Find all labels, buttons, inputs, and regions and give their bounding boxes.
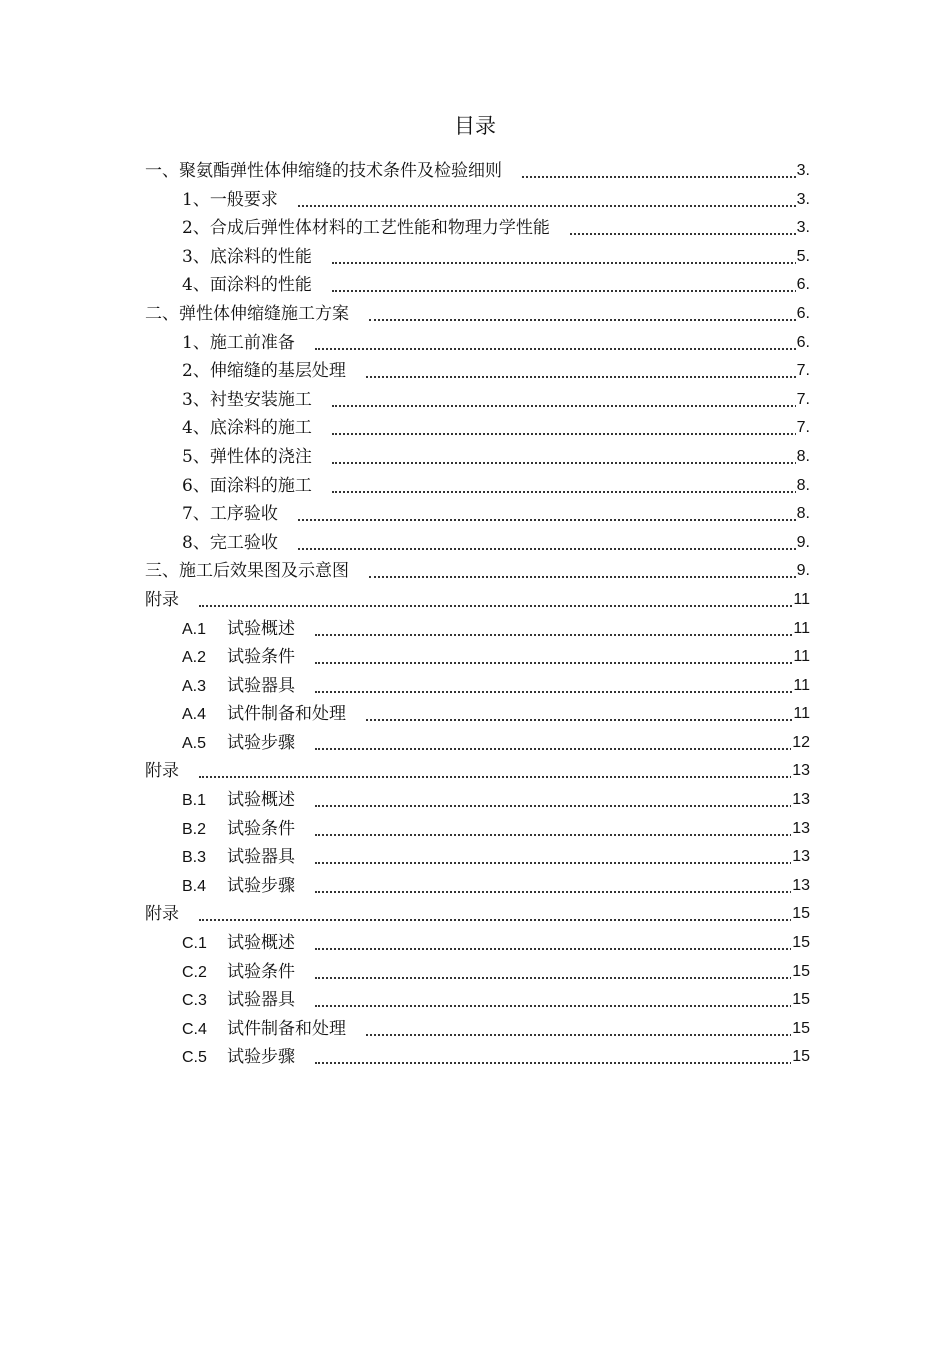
toc-dot-leader: [315, 348, 808, 350]
toc-entry[interactable]: [0, 1043, 950, 1072]
toc-dot-leader: [315, 805, 808, 807]
toc-page-number: 15: [791, 958, 810, 986]
toc-dot-leader: [332, 262, 808, 264]
toc-dot-leader: [315, 891, 808, 893]
toc-entry-label: 7、工序验收: [182, 504, 278, 525]
toc-entry-label: 试验器具: [227, 847, 295, 868]
toc-entry[interactable]: [0, 329, 950, 358]
toc-entry[interactable]: [0, 900, 950, 929]
toc-page-number: 5.: [796, 243, 810, 271]
toc-entry-code: B.3: [182, 849, 207, 867]
toc-page-number: 15: [791, 1015, 810, 1043]
toc-entry-label: 试验步骤: [227, 1047, 295, 1068]
toc-dot-leader: [199, 605, 808, 607]
toc-entry-text: [145, 900, 183, 928]
toc-page-number: 3.: [796, 214, 810, 242]
toc-entry[interactable]: [0, 586, 950, 615]
toc-page-number: 9.: [796, 529, 810, 557]
toc-entry-label: 试验概述: [227, 618, 295, 639]
toc-dot-leader: [315, 1062, 808, 1064]
toc-entry-code: C.2: [182, 963, 207, 981]
toc-title: 目录: [454, 114, 496, 138]
toc-entry-text: [145, 757, 183, 785]
toc-dot-leader: [315, 748, 808, 750]
toc-entry-label: 1、施工前准备: [182, 332, 295, 353]
toc-entry-label: 试验概述: [227, 933, 295, 954]
toc-entry-text: [145, 300, 353, 328]
toc-entry-text: [182, 615, 299, 644]
toc-entry-text: [182, 815, 299, 844]
toc-entry[interactable]: [0, 958, 950, 987]
toc-dot-leader: [298, 548, 808, 550]
toc-entry-text: [182, 1043, 299, 1072]
toc-page-number: 8.: [796, 500, 810, 528]
toc-entry-text: [182, 958, 299, 987]
toc-entry-label: 附录: [145, 761, 179, 782]
toc-entry[interactable]: [0, 815, 950, 844]
toc-dot-leader: [315, 1005, 808, 1007]
toc-entry-text: [145, 557, 353, 585]
toc-entry-label: 2、伸缩缝的基层处理: [182, 361, 346, 382]
toc-page-number: 3.: [796, 157, 810, 185]
toc-dot-leader: [315, 691, 808, 693]
toc-page-number: 13: [791, 872, 810, 900]
toc-page-number: 13: [791, 786, 810, 814]
toc-page-number: 11: [792, 643, 810, 671]
toc-entry-code: B.1: [182, 792, 207, 810]
toc-page-number: 15: [791, 900, 810, 928]
toc-entry-text: [182, 214, 554, 242]
toc-dot-leader: [315, 948, 808, 950]
toc-entry-label: 附录: [145, 589, 179, 610]
toc-entry-label: 试验概述: [227, 790, 295, 811]
toc-entry-label: 试件制备和处理: [227, 704, 346, 725]
toc-entry-label: 1、一般要求: [182, 189, 278, 210]
toc-entry-label: 试验条件: [227, 961, 295, 982]
toc-entry[interactable]: [0, 186, 950, 215]
toc-page-number: 11: [792, 672, 810, 700]
toc-entry[interactable]: [0, 157, 950, 186]
toc-entry[interactable]: [0, 872, 950, 901]
toc-entry-label: 3、衬垫安装施工: [182, 389, 312, 410]
toc-page-number: 11: [792, 586, 810, 614]
toc-entry-text: [182, 529, 282, 557]
toc-entry-text: [182, 357, 350, 385]
toc-entry[interactable]: [0, 557, 950, 586]
toc-entry-code: B.4: [182, 877, 207, 895]
toc-entry[interactable]: [0, 700, 950, 729]
toc-entry-code: A.4: [182, 706, 207, 724]
toc-entry-text: [182, 271, 316, 299]
toc-entry[interactable]: [0, 414, 950, 443]
toc-page-number: 3.: [796, 186, 810, 214]
toc-dot-leader: [332, 433, 808, 435]
toc-entry-label: 2、合成后弹性体材料的工艺性能和物理力学性能: [182, 218, 550, 239]
toc-entry-text: [182, 1015, 350, 1044]
toc-entry-label: 试验条件: [227, 647, 295, 668]
toc-dot-leader: [315, 634, 808, 636]
toc-entry-text: [182, 443, 316, 471]
toc-entry[interactable]: [0, 500, 950, 529]
toc-dot-leader: [298, 519, 808, 521]
toc-dot-leader: [332, 462, 808, 464]
toc-dot-leader: [199, 919, 808, 921]
toc-dot-leader: [199, 776, 808, 778]
toc-dot-leader: [369, 319, 808, 321]
toc-entry-label: 试验器具: [227, 990, 295, 1011]
toc-list: [0, 157, 950, 1072]
toc-page-number: 13: [791, 815, 810, 843]
toc-dot-leader: [315, 862, 808, 864]
toc-entry-text: [182, 872, 299, 901]
toc-entry[interactable]: [0, 615, 950, 644]
toc-dot-leader: [570, 233, 808, 235]
toc-dot-leader: [315, 977, 808, 979]
toc-page-number: 11: [792, 700, 810, 728]
toc-page-number: 12: [791, 729, 810, 757]
toc-entry-label: 一、聚氨酯弹性体伸缩缝的技术条件及检验细则: [145, 161, 502, 181]
toc-page-number: 6.: [796, 300, 810, 328]
toc-dot-leader: [522, 176, 808, 178]
toc-page-number: 9.: [796, 557, 810, 585]
toc-entry[interactable]: [0, 757, 950, 786]
toc-entry-code: A.3: [182, 677, 207, 695]
toc-entry[interactable]: [0, 672, 950, 701]
toc-entry-label: 附录: [145, 904, 179, 925]
toc-entry[interactable]: [0, 986, 950, 1015]
toc-entry-text: [182, 729, 299, 758]
toc-page-number: 11: [792, 615, 810, 643]
toc-page-number: 8.: [796, 443, 810, 471]
toc-entry-label: 二、弹性体伸缩缝施工方案: [145, 303, 349, 324]
toc-entry-text: [182, 786, 299, 815]
toc-entry[interactable]: [0, 729, 950, 758]
toc-entry-text: [182, 700, 350, 729]
toc-page-number: 15: [791, 986, 810, 1014]
toc-entry-label: 4、底涂料的施工: [182, 418, 312, 439]
toc-page-number: 7.: [796, 386, 810, 414]
toc-entry-label: 试件制备和处理: [227, 1018, 346, 1039]
toc-entry-label: 4、面涂料的性能: [182, 275, 312, 296]
toc-entry-label: 3、底涂料的性能: [182, 246, 312, 267]
toc-entry-code: C.4: [182, 1020, 207, 1038]
toc-page-number: 13: [791, 757, 810, 785]
toc-entry-label: 8、完工验收: [182, 532, 278, 553]
toc-entry-code: C.3: [182, 992, 207, 1010]
toc-entry-label: 试验器具: [227, 675, 295, 696]
toc-page-number: 6.: [796, 329, 810, 357]
toc-dot-leader: [298, 205, 808, 207]
toc-entry[interactable]: [0, 271, 950, 300]
toc-entry[interactable]: [0, 843, 950, 872]
toc-entry-code: A.2: [182, 649, 207, 667]
toc-entry[interactable]: [0, 300, 950, 329]
toc-entry[interactable]: [0, 357, 950, 386]
toc-entry[interactable]: [0, 214, 950, 243]
toc-dot-leader: [366, 1034, 808, 1036]
toc-entry-text: [182, 843, 299, 872]
toc-page-number: 7.: [796, 357, 810, 385]
toc-page-number: 6.: [796, 271, 810, 299]
toc-dot-leader: [332, 405, 808, 407]
toc-entry[interactable]: [0, 643, 950, 672]
toc-entry-text: [182, 329, 299, 357]
toc-dot-leader: [315, 834, 808, 836]
toc-entry-text: [182, 414, 316, 442]
toc-entry-code: A.1: [182, 620, 207, 638]
toc-page-number: 15: [791, 929, 810, 957]
toc-dot-leader: [366, 719, 808, 721]
toc-dot-leader: [332, 491, 808, 493]
toc-entry[interactable]: [0, 1015, 950, 1044]
toc-entry-label: 试验步骤: [227, 875, 295, 896]
toc-entry-code: C.5: [182, 1049, 207, 1067]
toc-entry-label: 5、弹性体的浇注: [182, 446, 312, 467]
toc-page-number: 7.: [796, 414, 810, 442]
toc-entry-text: [182, 472, 316, 500]
toc-entry[interactable]: [0, 386, 950, 415]
toc-entry-text: [145, 586, 183, 614]
toc-entry-label: 三、施工后效果图及示意图: [145, 561, 349, 582]
toc-entry-text: [182, 243, 316, 271]
toc-entry-text: [182, 643, 299, 672]
toc-entry-text: [182, 986, 299, 1015]
toc-entry[interactable]: [0, 243, 950, 272]
toc-dot-leader: [315, 662, 808, 664]
toc-page-number: 15: [791, 1043, 810, 1071]
toc-dot-leader: [366, 376, 808, 378]
toc-entry-text: [182, 929, 299, 958]
toc-entry[interactable]: [0, 529, 950, 558]
toc-entry-text: [182, 500, 282, 528]
toc-entry[interactable]: [0, 443, 950, 472]
toc-entry-text: [182, 386, 316, 414]
toc-entry-code: C.1: [182, 935, 207, 953]
toc-dot-leader: [332, 290, 808, 292]
toc-entry[interactable]: [0, 472, 950, 501]
toc-dot-leader: [369, 576, 808, 578]
toc-entry-label: 试验步骤: [227, 732, 295, 753]
toc-entry[interactable]: [0, 786, 950, 815]
toc-entry-code: B.2: [182, 820, 207, 838]
toc-entry-label: 试验条件: [227, 818, 295, 839]
toc-entry[interactable]: [0, 929, 950, 958]
toc-entry-code: A.5: [182, 734, 207, 752]
toc-page-number: 8.: [796, 472, 810, 500]
toc-entry-text: [182, 672, 299, 701]
toc-entry-label: 6、面涂料的施工: [182, 475, 312, 496]
toc-page-number: 13: [791, 843, 810, 871]
toc-entry-text: [145, 157, 506, 185]
toc-entry-text: [182, 186, 282, 214]
